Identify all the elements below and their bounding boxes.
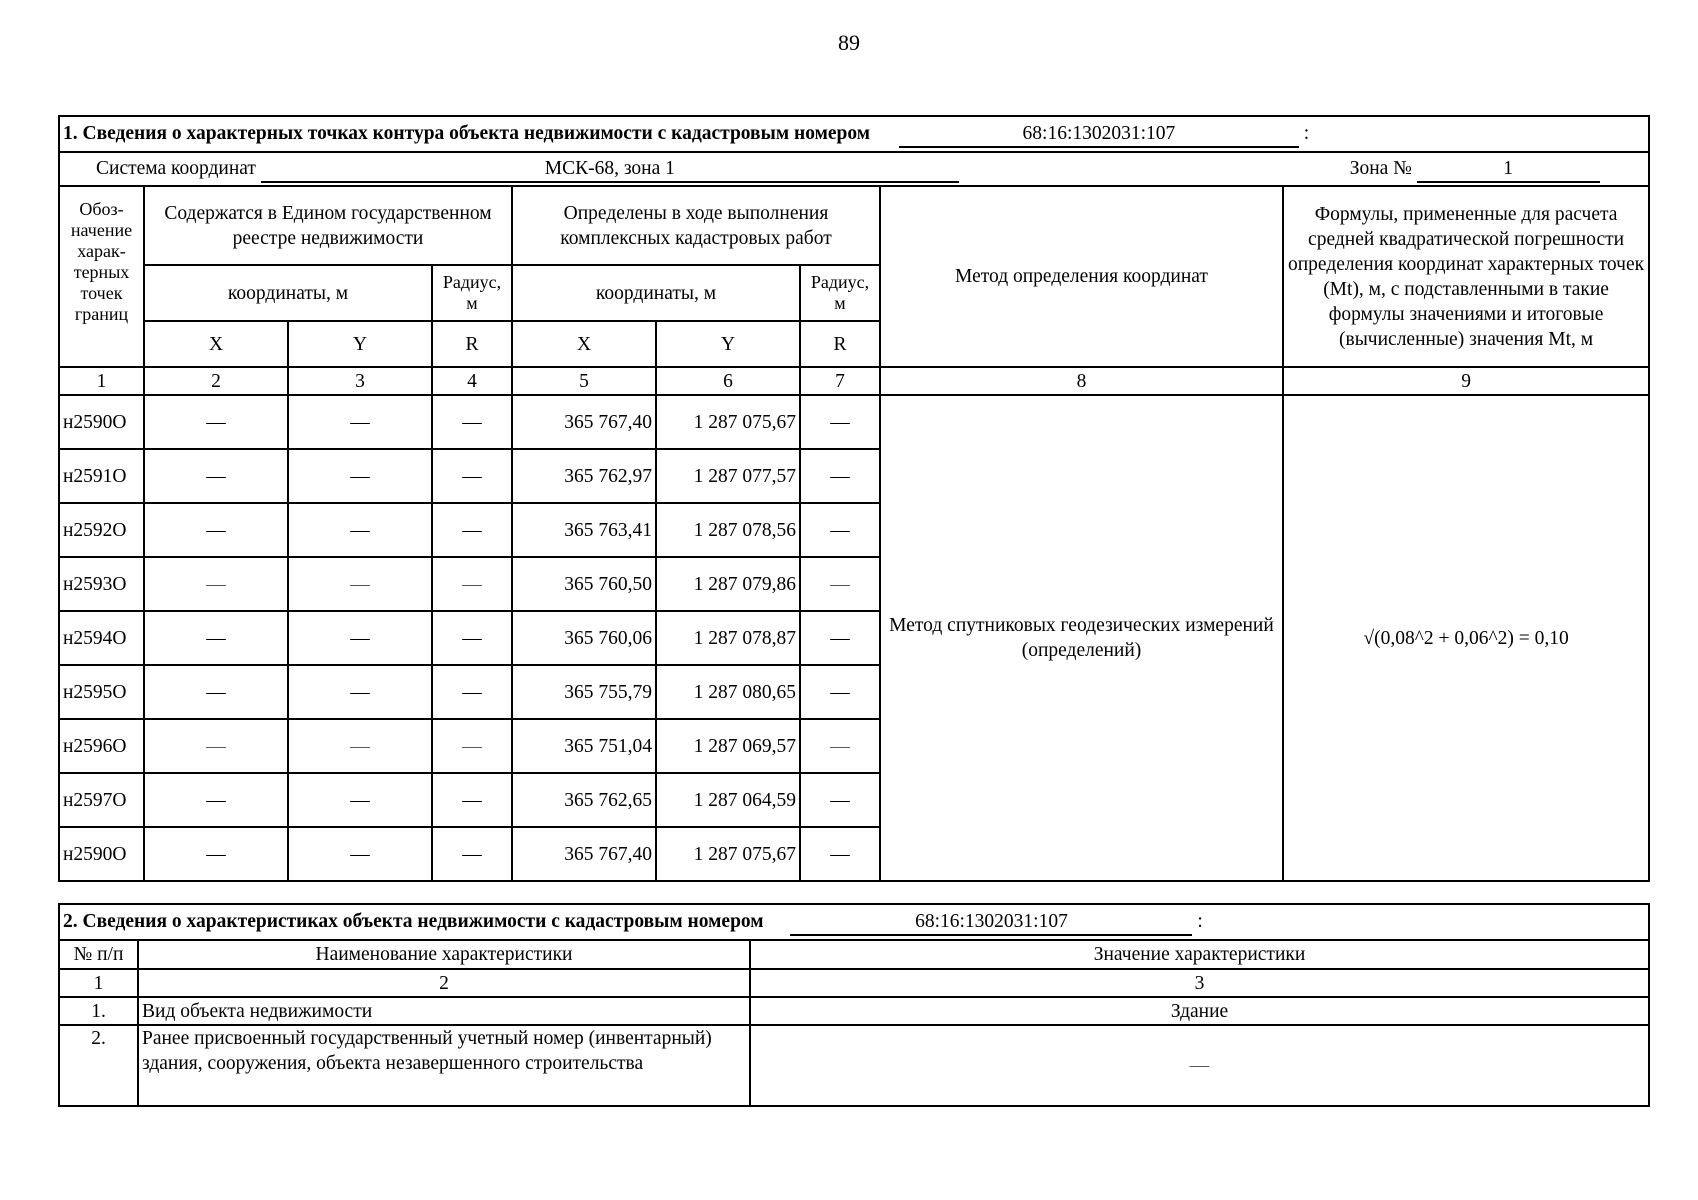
section2-title: 2. Сведения о характеристиках объекта недвижимости с кадастровым номером bbox=[63, 910, 764, 932]
point-name: н2592О bbox=[59, 503, 144, 557]
column-number: 3 bbox=[750, 969, 1649, 997]
header-method: Метод определения координат bbox=[880, 186, 1283, 367]
y-old: — bbox=[288, 395, 432, 449]
point-name: н2597О bbox=[59, 773, 144, 827]
header-x-determined: X bbox=[512, 321, 656, 367]
x-value: 365 767,40 bbox=[512, 395, 656, 449]
point-name: н2590О bbox=[59, 395, 144, 449]
header-name: Наименование характеристики bbox=[138, 940, 750, 969]
x-value: 365 763,41 bbox=[512, 503, 656, 557]
header-x-egrn: X bbox=[144, 321, 288, 367]
r-value: — bbox=[800, 665, 880, 719]
row-value: — bbox=[750, 1025, 1649, 1106]
x-value: 365 760,06 bbox=[512, 611, 656, 665]
characteristics-table bbox=[58, 903, 1650, 1107]
r-old: — bbox=[432, 557, 512, 611]
column-number: 5 bbox=[512, 367, 656, 395]
column-numbers-row bbox=[59, 969, 1649, 997]
r-value: — bbox=[800, 611, 880, 665]
section2-colon: : bbox=[1197, 910, 1203, 932]
y-value: 1 287 069,57 bbox=[656, 719, 800, 773]
header-coords-egrn: координаты, м bbox=[144, 265, 432, 321]
x-old: — bbox=[144, 557, 288, 611]
zone-value: 1 bbox=[1417, 156, 1600, 183]
r-old: — bbox=[432, 395, 512, 449]
r-value: — bbox=[800, 773, 880, 827]
point-name: н2591О bbox=[59, 449, 144, 503]
x-value: 365 755,79 bbox=[512, 665, 656, 719]
y-old: — bbox=[288, 449, 432, 503]
header-formulas: Формулы, примененные для расчета средней квадратической погрешности определения координат характерных точек (Mt), м, с подставленными в такие формулы значениями и итоговые (вычисленные) значения Mt, м bbox=[1283, 186, 1649, 367]
header-r-determined: R bbox=[800, 321, 880, 367]
r-old: — bbox=[432, 503, 512, 557]
x-old: — bbox=[144, 773, 288, 827]
header-egrn: Содержатся в Едином государственном реестре недвижимости bbox=[144, 186, 512, 265]
y-value: 1 287 080,65 bbox=[656, 665, 800, 719]
column-number: 2 bbox=[144, 367, 288, 395]
column-number: 4 bbox=[432, 367, 512, 395]
points-table bbox=[58, 115, 1650, 882]
column-number: 6 bbox=[656, 367, 800, 395]
formula-value: √(0,08^2 + 0,06^2) = 0,10 bbox=[1283, 395, 1649, 881]
coord-system-row bbox=[59, 152, 1649, 186]
point-name: н2594О bbox=[59, 611, 144, 665]
y-old: — bbox=[288, 827, 432, 881]
y-value: 1 287 077,57 bbox=[656, 449, 800, 503]
column-number: 3 bbox=[288, 367, 432, 395]
x-value: 365 751,04 bbox=[512, 719, 656, 773]
r-old: — bbox=[432, 665, 512, 719]
row-num: 1. bbox=[59, 997, 138, 1025]
r-old: — bbox=[432, 449, 512, 503]
section2-cadastral-number: 68:16:1302031:107 bbox=[790, 909, 1192, 936]
y-value: 1 287 064,59 bbox=[656, 773, 800, 827]
y-old: — bbox=[288, 719, 432, 773]
x-value: 365 762,65 bbox=[512, 773, 656, 827]
section1-colon: : bbox=[1303, 122, 1310, 144]
y-value: 1 287 078,56 bbox=[656, 503, 800, 557]
column-number: 1 bbox=[59, 969, 138, 997]
row-name: Вид объекта недвижимости bbox=[138, 997, 750, 1025]
row-num: 2. bbox=[59, 1025, 138, 1106]
header-radius-determined: Радиус, м bbox=[800, 265, 880, 321]
x-old: — bbox=[144, 449, 288, 503]
zone-label: Зона № bbox=[1349, 157, 1412, 179]
column-number: 7 bbox=[800, 367, 880, 395]
point-name: н2596О bbox=[59, 719, 144, 773]
r-value: — bbox=[800, 449, 880, 503]
x-old: — bbox=[144, 665, 288, 719]
column-numbers-row bbox=[59, 367, 1649, 395]
r-value: — bbox=[800, 719, 880, 773]
table-row bbox=[59, 997, 1649, 1025]
r-value: — bbox=[800, 557, 880, 611]
y-old: — bbox=[288, 557, 432, 611]
section1-title-row bbox=[59, 116, 1649, 152]
r-old: — bbox=[432, 827, 512, 881]
point-name: н2595О bbox=[59, 665, 144, 719]
header-r-egrn: R bbox=[432, 321, 512, 367]
r-value: — bbox=[800, 503, 880, 557]
y-old: — bbox=[288, 611, 432, 665]
y-value: 1 287 075,67 bbox=[656, 827, 800, 881]
table-row bbox=[59, 395, 1649, 449]
x-old: — bbox=[144, 503, 288, 557]
x-old: — bbox=[144, 827, 288, 881]
x-value: 365 762,97 bbox=[512, 449, 656, 503]
column-number: 1 bbox=[59, 367, 144, 395]
section2-title-row bbox=[59, 904, 1649, 940]
r-old: — bbox=[432, 719, 512, 773]
method-value: Метод спутниковых геодезических измерений (определений) bbox=[880, 395, 1283, 881]
point-name: н2590О bbox=[59, 827, 144, 881]
coord-system-value: МСК-68, зона 1 bbox=[261, 156, 959, 183]
row-value: Здание bbox=[750, 997, 1649, 1025]
header-determined: Определены в ходе выполнения комплексных кадастровых работ bbox=[512, 186, 880, 265]
header-num: № п/п bbox=[59, 940, 138, 969]
section1-cadastral-number: 68:16:1302031:107 bbox=[899, 121, 1299, 148]
y-old: — bbox=[288, 665, 432, 719]
column-number: 9 bbox=[1283, 367, 1649, 395]
column-number: 2 bbox=[138, 969, 750, 997]
column-number: 8 bbox=[880, 367, 1283, 395]
point-name: н2593О bbox=[59, 557, 144, 611]
header-coords-determined: координаты, м bbox=[512, 265, 800, 321]
y-value: 1 287 079,86 bbox=[656, 557, 800, 611]
y-old: — bbox=[288, 503, 432, 557]
x-value: 365 760,50 bbox=[512, 557, 656, 611]
header-point-designation: Обоз-начение харак-терных точек границ bbox=[59, 186, 144, 367]
header-value: Значение характеристики bbox=[750, 940, 1649, 969]
x-old: — bbox=[144, 611, 288, 665]
y-value: 1 287 075,67 bbox=[656, 395, 800, 449]
section1-title: 1. Сведения о характерных точках контура объекта недвижимости с кадастровым номером bbox=[63, 122, 871, 144]
y-value: 1 287 078,87 bbox=[656, 611, 800, 665]
x-old: — bbox=[144, 395, 288, 449]
r-value: — bbox=[800, 827, 880, 881]
coord-system-label: Система координат bbox=[96, 157, 256, 179]
x-value: 365 767,40 bbox=[512, 827, 656, 881]
header-y-determined: Y bbox=[656, 321, 800, 367]
header-radius-egrn: Радиус, м bbox=[432, 265, 512, 321]
page-number: 89 bbox=[838, 30, 860, 55]
table-row bbox=[59, 1025, 1649, 1106]
header-y-egrn: Y bbox=[288, 321, 432, 367]
x-old: — bbox=[144, 719, 288, 773]
r-old: — bbox=[432, 611, 512, 665]
row-name: Ранее присвоенный государственный учетный номер (инвентарный) здания, сооружения, объекта незавершенного строительства bbox=[138, 1025, 750, 1106]
y-old: — bbox=[288, 773, 432, 827]
r-old: — bbox=[432, 773, 512, 827]
r-value: — bbox=[800, 395, 880, 449]
